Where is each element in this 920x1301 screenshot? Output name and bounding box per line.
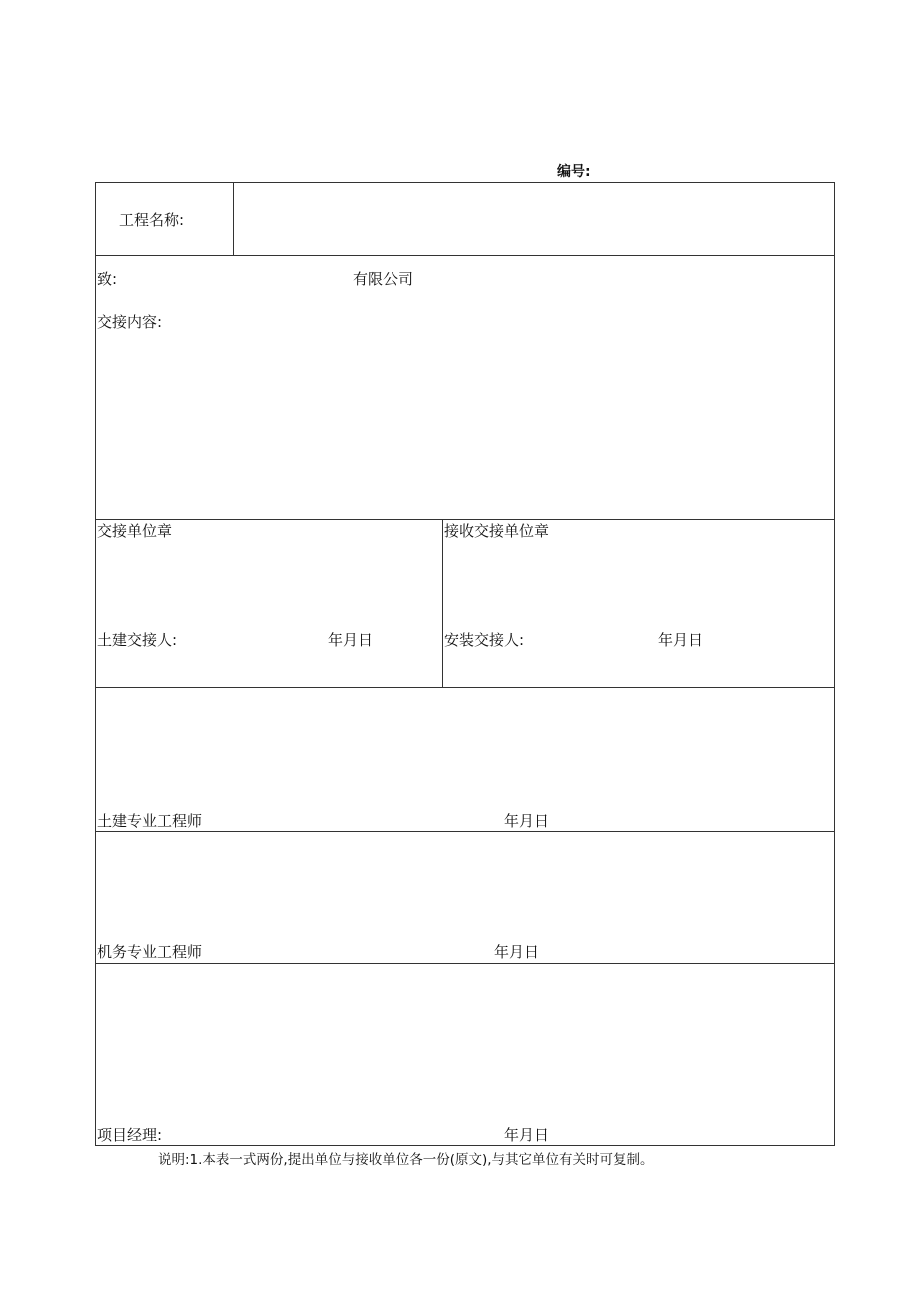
civil-engineer-label: 土建专业工程师 [97,812,203,830]
addressee-label: 致: [97,270,118,288]
handover-form-table [95,182,835,1146]
project-manager-date-label: 年月日 [504,1126,550,1144]
install-handover-date-label: 年月日 [658,631,704,649]
civil-handover-date-label: 年月日 [328,631,374,649]
mech-engineer-date-label: 年月日 [494,943,540,961]
civil-handover-person-label: 土建交接人: [97,631,178,649]
mech-engineer-label: 机务专业工程师 [97,943,203,961]
col-divider-seals [442,519,443,687]
serial-number-label: 编号: [557,164,591,180]
row-divider-seals [95,687,835,688]
handover-unit-seal-label: 交接单位章 [97,522,173,540]
project-name-field[interactable] [245,211,825,229]
project-name-label: 工程名称: [119,211,185,229]
receiving-unit-seal-label: 接收交接单位章 [444,522,550,540]
row-divider-civil-engineer [95,831,835,832]
civil-engineer-date-label: 年月日 [504,812,550,830]
handover-content-label: 交接内容: [97,313,163,331]
install-handover-person-label: 安装交接人: [444,631,525,649]
footer-note: 说明:1.本表一式两份,提出单位与接收单位各一份(原文),与其它单位有关时可复制。 [158,1152,654,1168]
row-divider-content [95,519,835,520]
company-suffix: 有限公司 [353,270,414,288]
col-divider-project-name [233,182,234,255]
project-manager-label: 项目经理: [97,1126,163,1144]
row-divider-mech-engineer [95,963,835,964]
row-divider-project [95,255,835,256]
